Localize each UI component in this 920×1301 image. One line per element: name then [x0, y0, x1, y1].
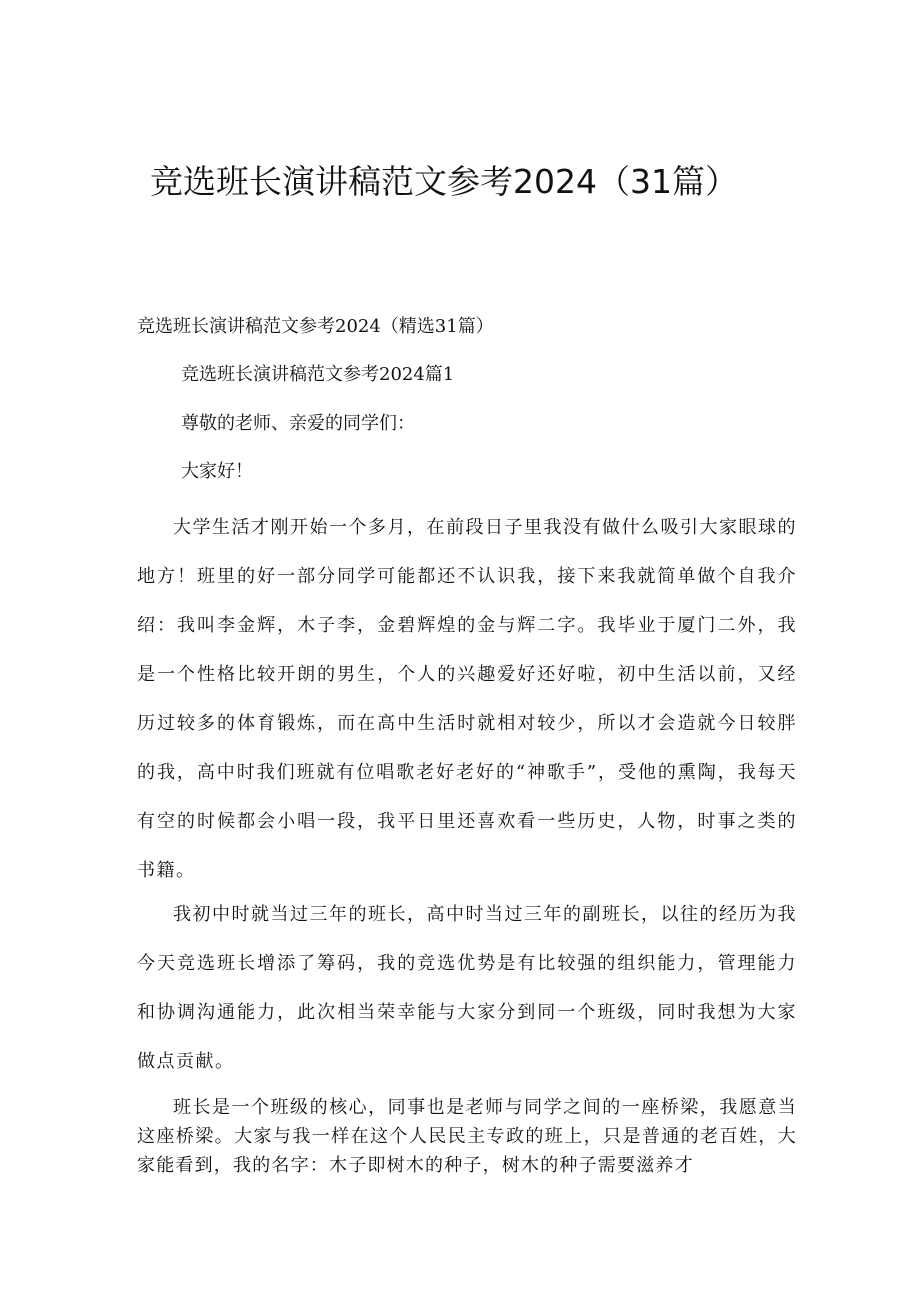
greeting: 大家好！ — [181, 461, 253, 482]
paragraph-introduction: 大学生活才刚开始一个多月，在前段日子里我没有做什么吸引大家眼球的地方！班里的好一部分同学可能都还不认识我，接下来我就简单做个自我介绍：我叫李金辉，木子李，金碧辉煌的金与辉二字。我毕业于厦门二外，我是一个性格比较开朗的男生，个人的兴趣爱好还好啦，初中生活以前，又经历过较多的体育锻炼，而在高中生活时就相对较少，所以才会造就今日较胖的我，高中时我们班就有位唱歌老好老好的“神歌手”，受他的熏陶，我每天有空的时候都会小唱一段，我平日里还喜欢看一些历史，人物，时事之类的书籍。 — [137, 517, 797, 881]
section-heading: 竞选班长演讲稿范文参考2024篇1 — [181, 364, 455, 385]
document-subtitle: 竞选班长演讲稿范文参考2024（精选31篇） — [137, 316, 494, 337]
salutation: 尊敬的老师、亲爱的同学们： — [181, 413, 415, 434]
paragraph-bridge: 班长是一个班级的核心，同事也是老师与同学之间的一座桥梁，我愿意当这座桥梁。大家与我一样在这个人民民主专政的班上，只是普通的老百姓，大家能看到，我的名字：木子即树木的种子，树木的种子需要滋养才 — [137, 1097, 797, 1176]
paragraph-experience: 我初中时就当过三年的班长，高中时当过三年的副班长，以往的经历为我今天竞选班长增添了筹码，我的竞选优势是有比较强的组织能力，管理能力和协调沟通能力，此次相当荣幸能与大家分到同一个班级，同时我想为大家做点贡献。 — [137, 904, 797, 1072]
document-title: 竞选班长演讲稿范文参考2024（31篇） — [150, 162, 738, 201]
